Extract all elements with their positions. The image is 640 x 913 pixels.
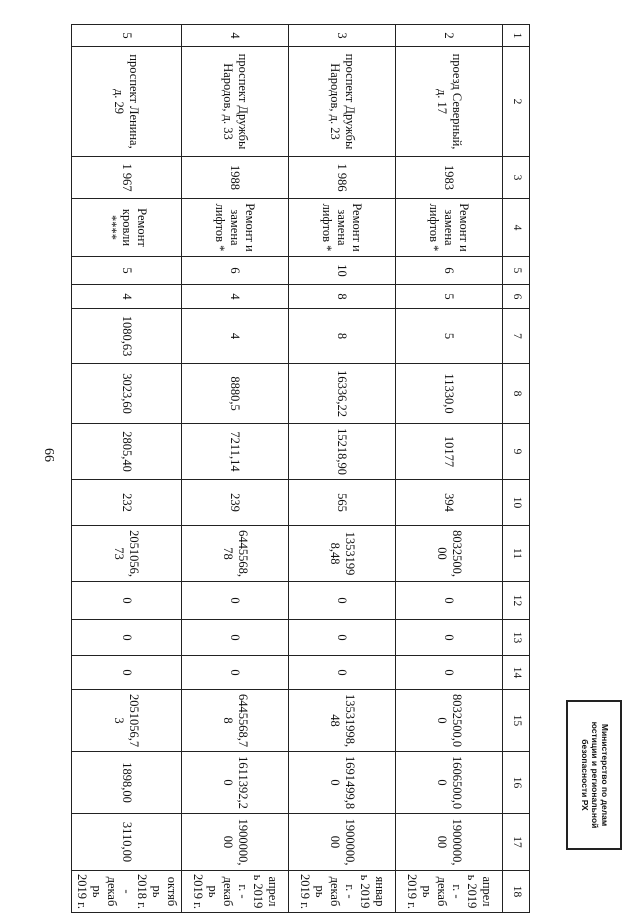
column-number: 15 <box>503 690 530 752</box>
table-cell: 4 <box>72 285 182 309</box>
table-cell: 1898,00 <box>72 752 182 814</box>
column-number: 17 <box>503 814 530 871</box>
table-cell: Ремонт и замена лифтов * <box>182 199 289 257</box>
table-cell: 10 <box>289 257 396 285</box>
column-number: 9 <box>503 424 530 480</box>
table-row <box>289 25 396 913</box>
table-cell: 6445568,78 <box>182 690 289 752</box>
table-cell: 2805,40 <box>72 424 182 480</box>
table-cell: 6 <box>396 257 503 285</box>
table-cell: 0 <box>289 620 396 656</box>
table-cell: 8032500,00 <box>396 690 503 752</box>
table-cell: 13531998,48 <box>289 526 396 582</box>
table-cell: 4 <box>182 25 289 47</box>
stamp-line: юстиции и региональной <box>589 721 600 829</box>
table-cell: 3 <box>289 25 396 47</box>
table-cell: проспект Дружбы Народов, д. 23 <box>289 47 396 157</box>
table-cell: апрель 2019 г. - декабрь 2019 г. <box>396 871 503 913</box>
table-cell: 7211,14 <box>182 424 289 480</box>
table-cell: проспект Дружбы Народов, д. 33 <box>182 47 289 157</box>
table-cell: 565 <box>289 480 396 526</box>
table-cell: 232 <box>72 480 182 526</box>
column-number: 13 <box>503 620 530 656</box>
table-cell: 0 <box>396 620 503 656</box>
table-body <box>72 25 503 913</box>
stamp-line: безопасности РХ <box>580 739 591 811</box>
table-cell: 0 <box>72 656 182 690</box>
table-cell: 0 <box>72 582 182 620</box>
column-number: 11 <box>503 526 530 582</box>
column-number: 1 <box>503 25 530 47</box>
table-cell: 8032500,00 <box>396 526 503 582</box>
column-number: 10 <box>503 480 530 526</box>
table-cell: 0 <box>72 620 182 656</box>
column-number: 5 <box>503 257 530 285</box>
table-cell: 0 <box>182 656 289 690</box>
table-cell: 1900000,00 <box>182 814 289 871</box>
stamp-box <box>566 700 622 850</box>
ministry-stamp <box>566 700 622 850</box>
column-number: 16 <box>503 752 530 814</box>
table-cell: 8880,5 <box>182 364 289 424</box>
table-cell: 8 <box>289 285 396 309</box>
table-cell: 3023,60 <box>72 364 182 424</box>
table-cell: 0 <box>289 656 396 690</box>
table-cell: 5 <box>396 285 503 309</box>
table-cell: 1900000,00 <box>289 814 396 871</box>
table-cell: 0 <box>289 582 396 620</box>
table-cell: 1 967 <box>72 157 182 199</box>
column-number: 8 <box>503 364 530 424</box>
table-cell: проспект Ленина, д. 29 <box>72 47 182 157</box>
column-number: 18 <box>503 871 530 913</box>
table-cell: Ремонт и замена лифтов * <box>289 199 396 257</box>
table-cell: октябрь 2018 г. - декабрь 2019 г. <box>72 871 182 913</box>
table-cell: 1606500,00 <box>396 752 503 814</box>
table-cell: 0 <box>182 582 289 620</box>
column-number: 12 <box>503 582 530 620</box>
table-cell: проезд Северный, д. 17 <box>396 47 503 157</box>
table-cell: 2 <box>396 25 503 47</box>
column-number: 3 <box>503 157 530 199</box>
table-cell: 5 <box>72 257 182 285</box>
table-cell: январь 2019 г. - декабрь 2019 г. <box>289 871 396 913</box>
table-row <box>182 25 289 913</box>
table-row <box>396 25 503 913</box>
table-cell: 1 986 <box>289 157 396 199</box>
page-number: 66 <box>41 448 56 462</box>
rotated-table-container <box>75 24 530 909</box>
table-cell: 16336,22 <box>289 364 396 424</box>
table-cell: 4 <box>182 309 289 364</box>
table-cell: 5 <box>72 25 182 47</box>
table-cell: 11330,0 <box>396 364 503 424</box>
column-number: 2 <box>503 47 530 157</box>
table-cell: Ремонт и замена лифтов * <box>396 199 503 257</box>
table-cell: 0 <box>396 656 503 690</box>
table-cell: 1691499,80 <box>289 752 396 814</box>
table-cell: 1611392,20 <box>182 752 289 814</box>
table-cell: апрель 2019 г. - декабрь 2019 г. <box>182 871 289 913</box>
table-cell: 8 <box>289 309 396 364</box>
stamp-line: Министерство по делам <box>599 723 610 827</box>
table-cell: 2051056,73 <box>72 690 182 752</box>
table-cell: 1900000,00 <box>396 814 503 871</box>
column-number: 7 <box>503 309 530 364</box>
table-cell: 13531998,48 <box>289 690 396 752</box>
column-number-row <box>503 25 530 913</box>
table-cell: 6445568,78 <box>182 526 289 582</box>
table-cell: 4 <box>182 285 289 309</box>
table-row <box>72 25 182 913</box>
repair-program-table <box>71 24 530 913</box>
column-number: 4 <box>503 199 530 257</box>
table-cell: 1080,63 <box>72 309 182 364</box>
rotated-table-wrapper <box>75 24 530 909</box>
table-cell: 394 <box>396 480 503 526</box>
table-cell: 6 <box>182 257 289 285</box>
table-cell: 1983 <box>396 157 503 199</box>
table-cell: 3110,00 <box>72 814 182 871</box>
table-cell: 5 <box>396 309 503 364</box>
table-cell: 0 <box>396 582 503 620</box>
table-cell: 15218,90 <box>289 424 396 480</box>
table-cell: 1988 <box>182 157 289 199</box>
column-number: 6 <box>503 285 530 309</box>
column-number: 14 <box>503 656 530 690</box>
table-cell: Ремонт кровли **** <box>72 199 182 257</box>
table-cell: 10177 <box>396 424 503 480</box>
table-cell: 0 <box>182 620 289 656</box>
table-cell: 239 <box>182 480 289 526</box>
table-cell: 2051056,73 <box>72 526 182 582</box>
